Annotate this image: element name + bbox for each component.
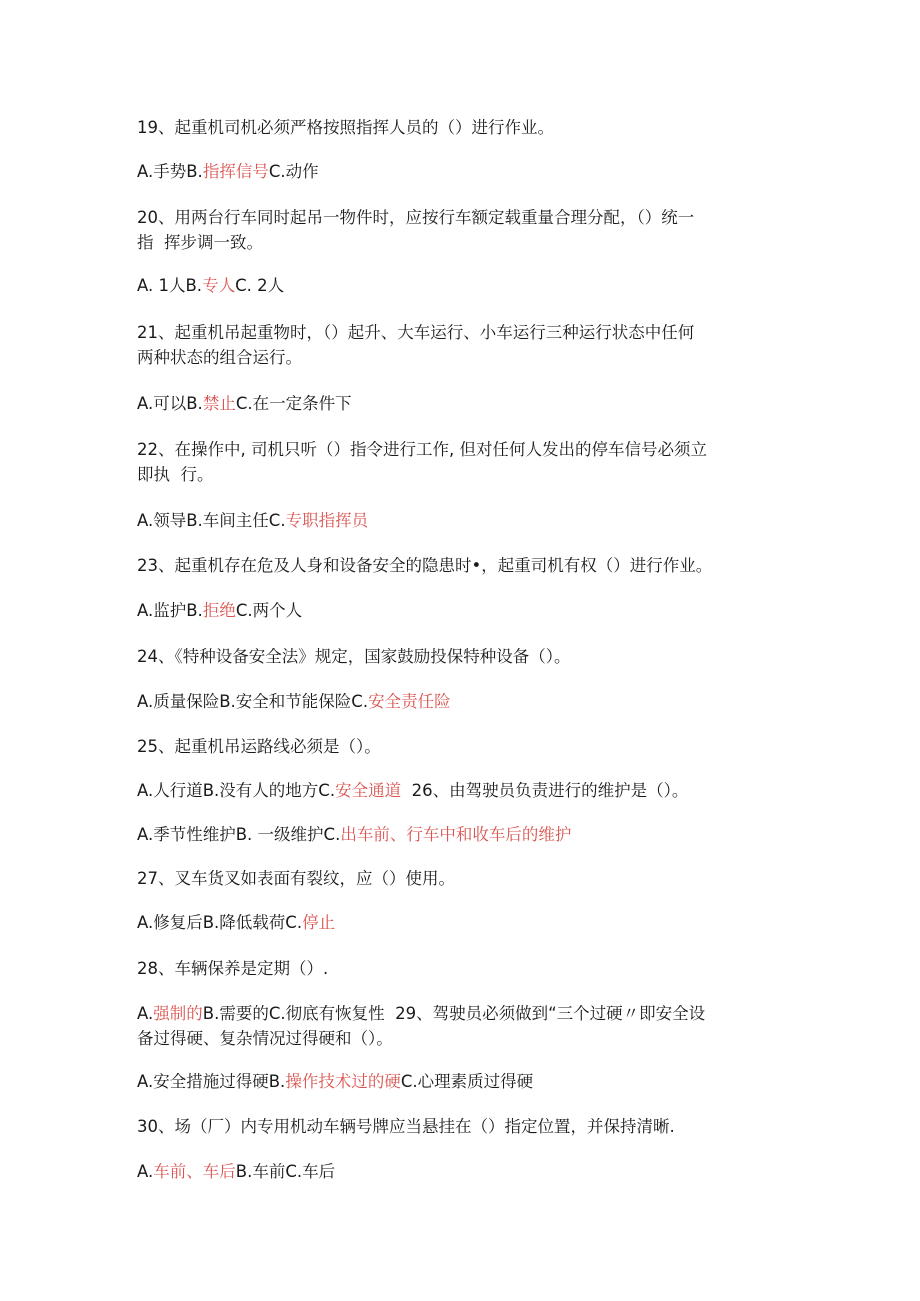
answer-highlight: 专人	[202, 276, 236, 295]
text-line	[137, 1002, 777, 1025]
text-span: 两种状态的组合运行。	[137, 348, 302, 367]
answer-highlight: 专职指挥员	[285, 511, 369, 530]
text-line	[137, 160, 777, 183]
text-line	[137, 463, 777, 486]
text-span: 27、叉车货叉如表面有裂纹，应（）使用。	[137, 869, 455, 888]
text-span: A. 1人B.	[137, 276, 203, 295]
text-line	[137, 823, 777, 846]
text-line	[137, 1115, 777, 1138]
text-span: A.领导B.车间主任C.	[137, 511, 286, 530]
text-line	[137, 911, 777, 934]
answer-highlight: 拒绝	[202, 601, 236, 620]
answer-highlight: 安全通道	[335, 781, 402, 800]
text-line	[137, 1027, 777, 1050]
answer-highlight: 停止	[302, 913, 336, 932]
answer-highlight: 指挥信号	[202, 162, 269, 181]
answer-highlight: 出车前、行车中和收车后的维护	[340, 825, 572, 844]
text-span: 26、由驾驶员负责进行的维护是（）。	[401, 781, 689, 800]
text-span: A.修复后B.降低载荷C.	[137, 913, 303, 932]
text-line	[137, 206, 777, 229]
text-span: C. 2人	[235, 276, 285, 295]
text-span: 即执 行。	[137, 465, 214, 484]
text-span: 24、《特种设备安全法》规定，国家鼓励投保特种设备（）。	[137, 647, 571, 666]
text-span: A.	[137, 1162, 154, 1181]
text-line	[137, 867, 777, 890]
text-span: 25、起重机吊运路线必须是（）。	[137, 737, 381, 756]
text-line	[137, 735, 777, 758]
text-span: 指 挥步调一致。	[137, 233, 263, 252]
text-line	[137, 599, 777, 622]
text-span: C.在一定条件下	[235, 394, 352, 413]
text-span: 28、车辆保养是定期（）.	[137, 959, 329, 978]
text-line	[137, 274, 777, 297]
text-line	[137, 957, 777, 980]
text-line	[137, 779, 777, 802]
text-span: A.监护B.	[137, 601, 203, 620]
text-span: A.质量保险B.安全和节能保险C.	[137, 692, 369, 711]
text-line	[137, 690, 777, 713]
text-span: A.可以B.	[137, 394, 203, 413]
text-line	[137, 231, 777, 254]
text-span: C.心理素质过得硬	[400, 1072, 534, 1091]
text-span: A.手势B.	[137, 162, 203, 181]
text-span: A.人行道B.没有人的地方C.	[137, 781, 336, 800]
answer-highlight: 操作技术过的硬	[285, 1072, 401, 1091]
text-line	[137, 116, 777, 139]
answer-highlight: 强制的	[153, 1004, 203, 1023]
text-span: C.两个人	[235, 601, 303, 620]
text-span: 23、起重机存在危及人身和设备安全的隐患时•，起重司机有权（）进行作业。	[137, 556, 713, 575]
text-span: 备过得硬、复杂情况过得硬和（）。	[137, 1029, 393, 1048]
text-span: 22、在操作中, 司机只听（）指令进行工作, 但对任何人发出的停车信号必须立	[137, 440, 707, 459]
text-line	[137, 321, 777, 344]
answer-highlight: 安全责任险	[368, 692, 451, 711]
text-span: 21、起重机吊起重物时，（）起升、大车运行、小车运行三种运行状态中任何	[137, 323, 695, 342]
text-span: C.动作	[268, 162, 319, 181]
text-span: B.车前C.车后	[235, 1162, 336, 1181]
answer-highlight: 禁止	[202, 394, 236, 413]
text-span: A.季节性维护B. 一级维护C.	[137, 825, 341, 844]
text-line	[137, 554, 777, 577]
text-span: 20、用两台行车同时起吊一物件时，应按行车额定载重量合理分配，（）统一	[137, 208, 695, 227]
text-line	[137, 509, 777, 532]
text-line	[137, 346, 777, 369]
text-span: 30、场（厂）内专用机动车辆号牌应当悬挂在（）指定位置，并保持清晰.	[137, 1117, 675, 1136]
text-line	[137, 392, 777, 415]
text-line	[137, 1160, 777, 1183]
text-span: B.需要的C.彻底有恢复性 29、驾驶员必须做到“三个过硬〃即安全设	[202, 1004, 706, 1023]
text-span: 19、起重机司机必须严格按照指挥人员的（）进行作业。	[137, 118, 554, 137]
text-span: A.	[137, 1004, 154, 1023]
answer-highlight: 车前、车后	[153, 1162, 236, 1181]
text-span: A.安全措施过得硬B.	[137, 1072, 286, 1091]
text-line	[137, 645, 777, 668]
text-line	[137, 1070, 777, 1093]
text-line	[137, 438, 777, 461]
